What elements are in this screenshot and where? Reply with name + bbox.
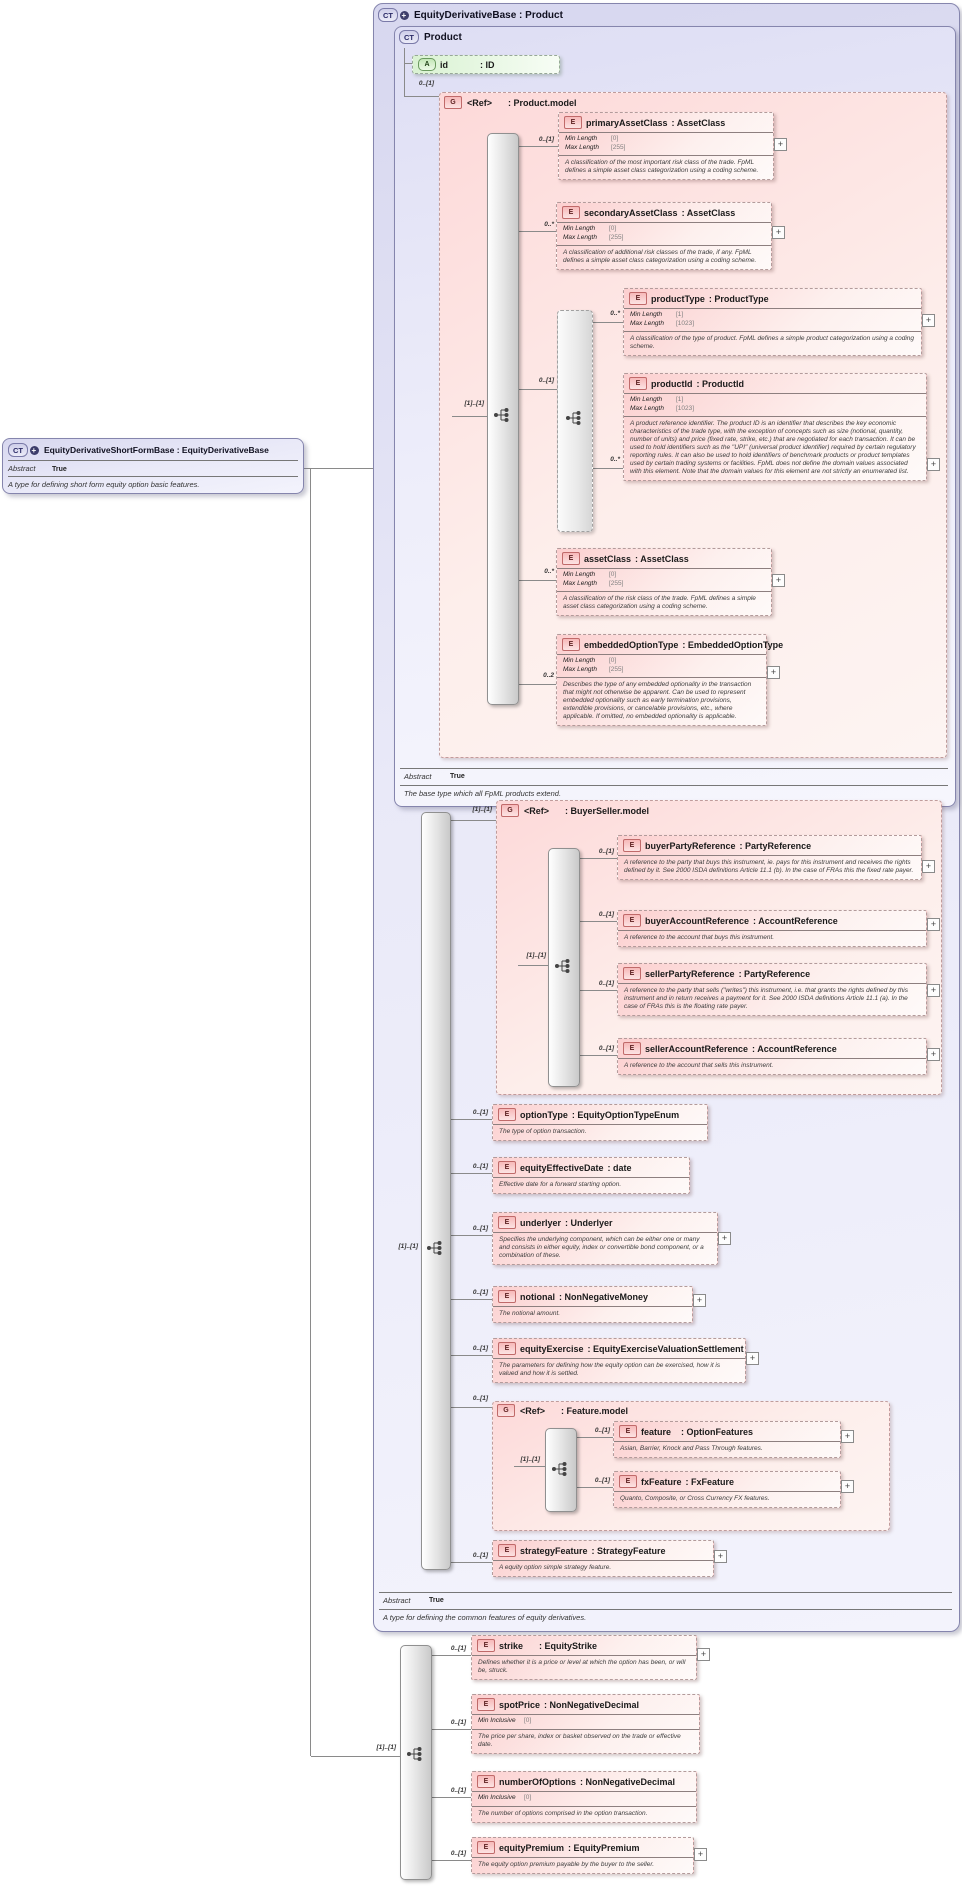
group-header-feature-model — [497, 1404, 628, 1417]
element-icon: E — [564, 116, 582, 129]
element-type: : AssetClass — [681, 207, 736, 218]
cardinality-label: 0..* — [544, 568, 554, 575]
element-type: : AssetClass — [635, 553, 689, 564]
element-name: underlyer — [520, 1217, 562, 1228]
element-icon: E — [623, 914, 641, 927]
cardinality-label: 0..2 — [543, 672, 554, 679]
element-name: equityEffectiveDate — [520, 1162, 604, 1173]
connector-line — [578, 858, 617, 859]
element-type: : EquityStrike — [539, 1640, 598, 1651]
element-name: buyerAccountReference — [645, 915, 750, 926]
abstract-label: Abstract — [404, 772, 432, 781]
element-optionType[interactable] — [492, 1104, 708, 1141]
cardinality-label: 0..[1] — [472, 1345, 488, 1352]
cardinality-label: [1]..[1] — [472, 806, 492, 813]
cardinality-label: 0..* — [544, 221, 554, 228]
facets: Min Length [1] Max Length [1023] — [624, 309, 921, 332]
element-name: numberOfOptions — [499, 1776, 576, 1787]
connector-line — [591, 468, 623, 469]
element-strategyFeature[interactable] — [492, 1540, 714, 1577]
connector-line — [575, 1487, 613, 1488]
element-name: equityExercise — [520, 1343, 584, 1354]
element-icon: E — [477, 1775, 495, 1788]
complex-type-icon: CT — [8, 443, 28, 457]
connector-line — [450, 1407, 492, 1408]
base-footer-note: A type for defining the common features of equity derivatives. — [383, 1613, 587, 1622]
divider — [379, 1592, 952, 1593]
element-sellerAccountReference[interactable] — [617, 1038, 927, 1075]
element-embeddedOptionType[interactable] — [556, 634, 784, 726]
product-type-header — [399, 30, 462, 44]
element-icon: E — [619, 1475, 637, 1488]
group-ref-label: <Ref> — [524, 805, 550, 816]
cardinality-label: 0..[1] — [598, 911, 614, 918]
abstract-label: Abstract — [383, 1596, 411, 1605]
connector-line — [450, 1119, 492, 1120]
cardinality-label: 0..[1] — [598, 980, 614, 987]
sequence-icon — [554, 958, 572, 974]
expand-icon[interactable] — [841, 1430, 854, 1443]
element-sellerPartyReference[interactable] — [617, 963, 927, 1016]
group-ref-label: <Ref> — [520, 1405, 546, 1416]
element-name: productId — [651, 378, 693, 389]
element-name: assetClass — [584, 553, 632, 564]
cardinality-label: 0..[1] — [418, 80, 434, 87]
shortform-type-box[interactable] — [2, 438, 304, 494]
element-type: : PartyReference — [739, 840, 812, 851]
element-name: feature — [641, 1426, 672, 1437]
element-type: : AccountReference — [753, 915, 838, 926]
element-type: : AssetClass — [671, 117, 726, 128]
element-buyerAccountReference[interactable] — [617, 910, 927, 947]
element-description: A reference to the party that buys this instrument, ie. pays for this instrument and receives the rights defined by it. See 2000 ISDA definitions Article 11.1 (b). In the case of FRAs this the fixed rate payer. — [624, 859, 914, 874]
element-icon: E — [623, 967, 641, 980]
sequence-icon — [565, 410, 583, 426]
element-description: Defines whether it is a price or level at which the option has been, or will be, struck. — [478, 1659, 686, 1674]
element-description: Effective date for a forward starting option. — [499, 1181, 622, 1188]
expand-icon[interactable] — [927, 984, 940, 997]
cardinality-label: 0..[1] — [472, 1552, 488, 1559]
connector-line — [452, 416, 487, 417]
sequence-bar — [421, 812, 451, 1570]
element-description: The type of option transaction. — [499, 1128, 587, 1135]
abstract-label: Abstract — [8, 464, 36, 473]
group-icon: G — [497, 1404, 515, 1417]
connector-line — [514, 1466, 545, 1467]
group-icon: G — [444, 96, 462, 109]
expand-icon[interactable] — [927, 458, 940, 471]
element-icon: E — [629, 292, 647, 305]
element-description: Asian, Barrier, Knock and Pass Through features. — [620, 1445, 763, 1452]
element-icon: E — [562, 552, 580, 565]
sequence-icon — [551, 1461, 569, 1477]
element-icon: E — [477, 1841, 495, 1854]
element-name: sellerPartyReference — [645, 968, 735, 979]
element-description: A classification of the type of product. FpML defines a simple product categorization using a coding scheme. — [630, 335, 914, 350]
element-description: The notional amount. — [499, 1310, 561, 1317]
cardinality-label: 0..* — [610, 310, 620, 317]
element-name: strategyFeature — [520, 1545, 588, 1556]
connector-line — [311, 1756, 400, 1757]
facets: Min Length [0] Max Length [255] — [557, 655, 766, 678]
cardinality-label: [1]..[1] — [398, 1243, 418, 1250]
cardinality-label: 0..[1] — [472, 1289, 488, 1296]
shortform-type-description: A type for defining short form equity option basic features. — [8, 480, 200, 489]
derived-plus-icon — [30, 446, 39, 455]
cardinality-label: 0..[1] — [598, 1045, 614, 1052]
element-primaryAssetClass[interactable] — [558, 112, 774, 180]
element-underlyer[interactable] — [492, 1212, 718, 1265]
element-icon: E — [477, 1698, 495, 1711]
cardinality-label: 0..[1] — [450, 1850, 466, 1857]
expand-icon[interactable] — [772, 574, 785, 587]
connector-line — [301, 468, 373, 469]
facets: Min Length [0] Max Length [255] — [557, 569, 771, 592]
element-secondaryAssetClass[interactable] — [556, 202, 772, 270]
divider — [8, 460, 298, 461]
element-type: : OptionFeatures — [681, 1426, 754, 1437]
connector-line — [517, 389, 557, 390]
group-type-label: : Product.model — [508, 97, 577, 108]
sequence-icon — [406, 1746, 424, 1762]
cardinality-label: [1]..[1] — [376, 1744, 396, 1751]
element-equityEffectiveDate[interactable] — [492, 1157, 690, 1194]
derived-plus-icon — [400, 11, 409, 20]
element-icon: E — [498, 1108, 516, 1121]
expand-icon[interactable] — [774, 138, 787, 151]
cardinality-label: 0..[1] — [472, 1163, 488, 1170]
sequence-icon — [426, 1240, 444, 1256]
group-type-label: : BuyerSeller.model — [565, 805, 650, 816]
connector-line — [517, 231, 556, 232]
element-equityPremium[interactable] — [471, 1837, 694, 1874]
cardinality-label: 0..[1] — [450, 1645, 466, 1652]
element-type: : FxFeature — [685, 1476, 735, 1487]
connector-line — [450, 820, 496, 821]
element-name: equityPremium — [499, 1842, 565, 1853]
element-description: The equity option premium payable by the buyer to the seller. — [478, 1861, 655, 1868]
element-type: : Underlyer — [565, 1217, 613, 1228]
element-description: A product reference identifier. The product ID is an identifier that describes the key economic characteristics of the trade type, with the exception of concepts such as size (notional, quantity, number of units) and price (fixed rate, strike, etc.) that are negotiated for each transaction. It can be used to hold identifiers such as the "UPI" (universal product identifier) required by certain regulatory reporting rules. It can also be used to hold identifiers of benchmark products or product templates used by certain trading systems or facilities. FpML does not define the domain values associated with this element. Note that the domain values for this element are not strictly an enumerated list. — [630, 420, 916, 475]
element-description: The number of options comprised in the option transaction. — [478, 1809, 648, 1817]
product-type-title: Product — [424, 31, 462, 43]
element-icon: E — [498, 1216, 516, 1229]
element-icon: E — [498, 1161, 516, 1174]
element-icon: E — [498, 1544, 516, 1557]
expand-icon[interactable] — [927, 918, 940, 931]
element-icon: E — [498, 1290, 516, 1303]
element-icon: E — [619, 1425, 637, 1438]
expand-icon[interactable] — [927, 1048, 940, 1061]
element-name: embeddedOptionType — [584, 639, 679, 650]
connector-line — [517, 580, 558, 581]
element-description: Specifies the underlying component, which can be either one or many and consists in either equity, index or convertible bond component, or a combination of these. — [499, 1236, 704, 1259]
element-name: strike — [499, 1640, 524, 1651]
base-type-header — [378, 8, 563, 22]
facets: Min Length [0] Max Length [255] — [557, 223, 771, 246]
element-name: primaryAssetClass — [586, 117, 668, 128]
element-type: : EquityExerciseValuationSettlement — [587, 1343, 744, 1354]
sequence-bar — [400, 1645, 432, 1880]
cardinality-label: 0..[1] — [472, 1395, 488, 1402]
group-icon: G — [501, 804, 519, 817]
connector-line — [430, 1655, 471, 1656]
element-description: A classification of the risk class of the trade. FpML defines a simple asset class categorization using a coding scheme. — [563, 595, 756, 610]
element-type: : NonNegativeDecimal — [544, 1699, 640, 1710]
connector-line — [450, 1299, 492, 1300]
element-notional[interactable] — [492, 1286, 693, 1323]
expand-icon[interactable] — [922, 314, 935, 327]
group-type-label: : Feature.model — [561, 1405, 629, 1416]
expand-icon[interactable] — [714, 1550, 727, 1563]
attribute-type: : ID — [480, 59, 495, 70]
cardinality-label: 0..[1] — [598, 848, 614, 855]
element-name: productType — [651, 293, 705, 304]
element-icon: E — [498, 1342, 516, 1355]
complex-type-icon: CT — [378, 8, 398, 22]
facets: Min Length [0] Max Length [255] — [559, 133, 773, 156]
element-name: buyerPartyReference — [645, 840, 736, 851]
divider — [379, 1609, 952, 1610]
cardinality-label: [1]..[1] — [520, 1456, 540, 1463]
attribute-icon: A — [418, 58, 436, 71]
element-fxFeature[interactable] — [613, 1471, 841, 1508]
facets: Min Inclusive [0] — [472, 1715, 699, 1730]
element-name: spotPrice — [499, 1699, 541, 1710]
element-description: A reference to the account that sells this instrument. — [624, 1062, 774, 1069]
connector-line — [310, 468, 311, 1756]
cardinality-label: 0..[1] — [450, 1787, 466, 1794]
element-type: : NonNegativeMoney — [559, 1291, 649, 1302]
element-name: optionType — [520, 1109, 568, 1120]
cardinality-label: 0..[1] — [472, 1109, 488, 1116]
element-icon: E — [623, 1042, 641, 1055]
base-type-title: EquityDerivativeBase : Product — [414, 9, 563, 21]
expand-icon[interactable] — [746, 1352, 759, 1365]
expand-icon[interactable] — [694, 1848, 707, 1861]
connector-line — [450, 1173, 492, 1174]
sequence-icon — [493, 407, 511, 423]
element-type: : ProductId — [696, 378, 744, 389]
group-header-product-model — [444, 96, 577, 109]
abstract-value: True — [52, 466, 67, 473]
connector-line — [450, 1355, 492, 1356]
element-type: : EquityPremium — [568, 1842, 640, 1853]
element-description: A reference to the party that sells ("writes") this instrument, i.e. that grants the rights defined by this instrument and in return receives a payment for it. See 2000 ISDA definitions Article 11.1 (a). In the case of FRAs this is the floating rate payer. — [624, 987, 909, 1010]
element-description: A equity option simple strategy feature. — [499, 1564, 612, 1571]
cardinality-label: [1]..[1] — [464, 400, 484, 407]
element-name: sellerAccountReference — [645, 1043, 749, 1054]
element-description: A classification of additional risk classes of the trade, if any. FpML defines a simple asset class categorization using a coding scheme. — [563, 249, 757, 264]
expand-icon[interactable] — [841, 1480, 854, 1493]
element-type: : PartyReference — [738, 968, 811, 979]
facets: Min Inclusive [0] — [472, 1792, 696, 1807]
element-strike[interactable] — [471, 1635, 697, 1680]
divider — [400, 785, 948, 786]
divider — [400, 768, 948, 769]
cardinality-label: 0..[1] — [594, 1427, 610, 1434]
element-icon: E — [562, 638, 580, 651]
element-feature[interactable] — [613, 1421, 841, 1458]
abstract-value: True — [429, 1597, 444, 1604]
connector-line — [430, 1860, 471, 1861]
element-type: : ProductType — [708, 293, 769, 304]
element-productId[interactable] — [623, 373, 927, 481]
expand-icon[interactable] — [772, 226, 785, 239]
element-buyerPartyReference[interactable] — [617, 835, 922, 880]
connector-line — [430, 1797, 471, 1798]
connector-line — [404, 48, 405, 97]
connector-line — [450, 1562, 492, 1563]
connector-line — [430, 1729, 471, 1730]
cardinality-label: [1]..[1] — [526, 952, 546, 959]
element-spotPrice[interactable] — [471, 1694, 700, 1754]
element-icon: E — [562, 206, 580, 219]
connector-line — [578, 1055, 617, 1056]
connector-line — [578, 921, 617, 922]
element-type: : date — [607, 1162, 632, 1173]
cardinality-label: 0..[1] — [594, 1477, 610, 1484]
expand-icon[interactable] — [697, 1648, 710, 1661]
element-description: A classification of the most important risk class of the trade. FpML defines a simple asset class categorization using a coding scheme. — [565, 159, 759, 174]
element-type: : AccountReference — [752, 1043, 837, 1054]
element-type: : EquityOptionTypeEnum — [571, 1109, 680, 1120]
element-description: The price per share, index or basket observed on the trade or effective date. — [478, 1732, 681, 1748]
cardinality-label: 0..[1] — [538, 377, 554, 384]
connector-line — [405, 63, 412, 64]
element-name: secondaryAssetClass — [584, 207, 678, 218]
element-productType[interactable] — [623, 288, 922, 356]
group-ref-label: <Ref> — [467, 97, 493, 108]
complex-type-icon: CT — [399, 30, 419, 44]
product-footer-note: The base type which all FpML products extend. — [404, 789, 562, 798]
connector-line — [517, 146, 558, 147]
connector-line — [405, 96, 439, 97]
cardinality-label: 0..[1] — [450, 1719, 466, 1726]
cardinality-label: 0..[1] — [538, 136, 554, 143]
expand-icon[interactable] — [922, 860, 935, 873]
facets: Min Length [1] Max Length [1023] — [624, 394, 926, 417]
cardinality-label: 0..[1] — [472, 1225, 488, 1232]
group-header-buyerseller-model — [501, 804, 649, 817]
element-type: : EmbeddedOptionType — [682, 639, 784, 650]
element-icon: E — [623, 839, 641, 852]
connector-line — [591, 322, 623, 323]
attribute-id[interactable] — [412, 55, 560, 74]
element-description: A reference to the account that buys this instrument. — [624, 934, 775, 941]
element-numberOfOptions[interactable] — [471, 1771, 697, 1823]
expand-icon[interactable] — [718, 1232, 731, 1245]
connector-line — [517, 684, 558, 685]
element-type: : StrategyFeature — [591, 1545, 666, 1556]
abstract-value: True — [450, 773, 465, 780]
shortform-type-title: EquityDerivativeShortFormBase : EquityDerivativeBase — [44, 445, 269, 455]
connector-line — [518, 965, 548, 966]
element-description: The parameters for defining how the equity option can be exercised, how it is valued and how it is settled. — [499, 1362, 721, 1377]
element-description: Describes the type of any embedded optionality in the transaction that might not otherwise be apparent. Can be used to represent embedded optionality such as early termination provisions, extendible provisions, or cancelable provisions, etc., where applicable. If omitted, no embedded optionality is applicable. — [563, 681, 752, 720]
element-name: notional — [520, 1291, 555, 1302]
element-description: Quanto, Composite, or Cross Currency FX features. — [620, 1495, 770, 1502]
element-icon: E — [477, 1639, 495, 1652]
element-assetClass[interactable] — [556, 548, 772, 616]
connector-line — [578, 990, 617, 991]
element-icon: E — [629, 377, 647, 390]
expand-icon[interactable] — [767, 666, 780, 679]
element-name: fxFeature — [641, 1476, 682, 1487]
element-type: : NonNegativeDecimal — [580, 1776, 676, 1787]
cardinality-label: 0..* — [610, 456, 620, 463]
divider — [8, 476, 298, 477]
expand-icon[interactable] — [693, 1294, 706, 1307]
element-equityExercise[interactable] — [492, 1338, 746, 1383]
connector-line — [450, 1235, 492, 1236]
attribute-name: id — [440, 59, 448, 70]
connector-line — [575, 1437, 613, 1438]
